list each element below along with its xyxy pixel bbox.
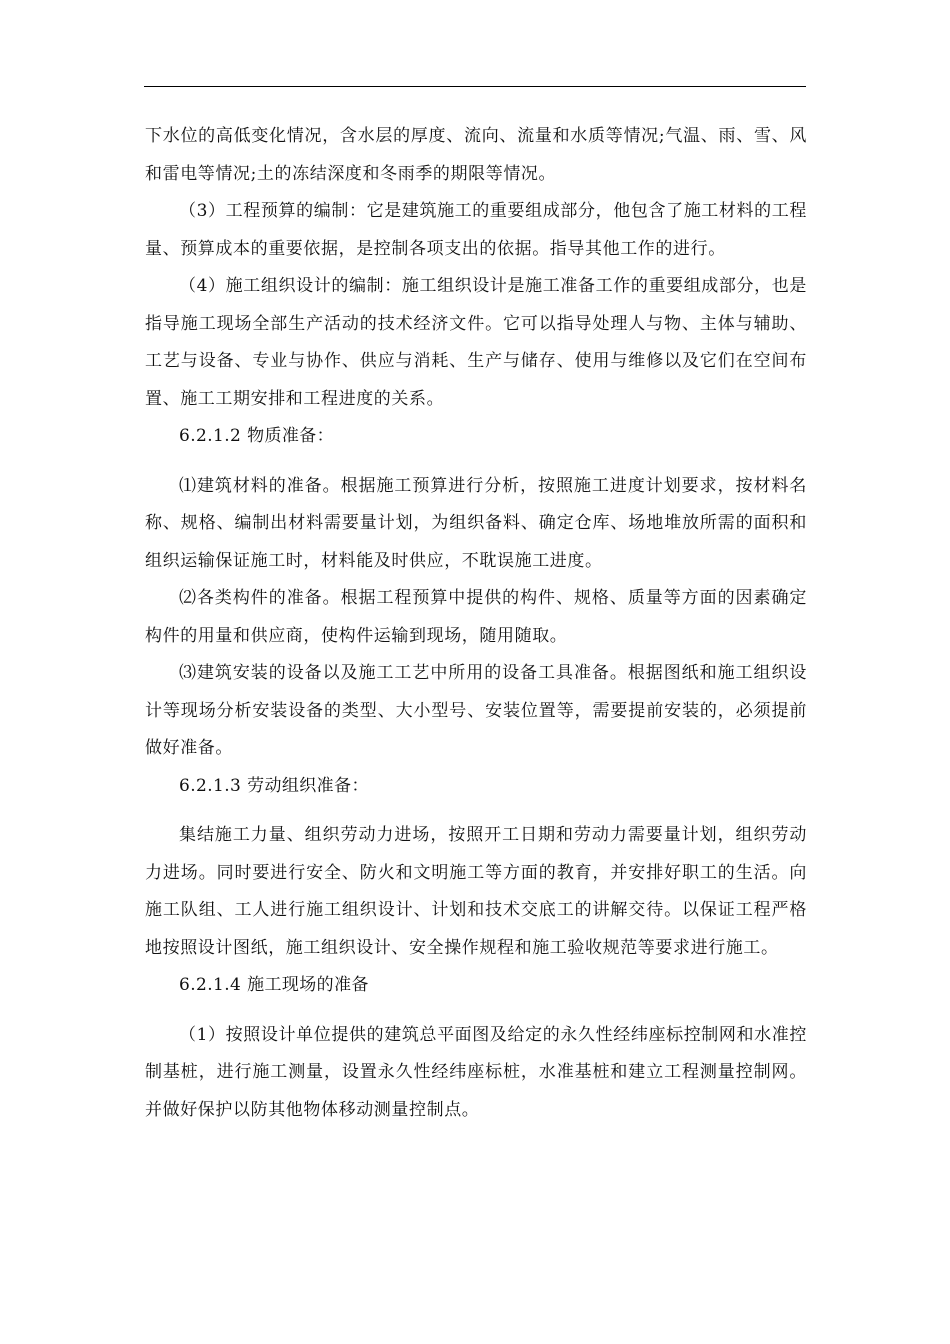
header-rule	[144, 86, 806, 87]
paragraph-equipment: ⑶建筑安装的设备以及施工工艺中所用的设备工具准备。根据图纸和施工组织设计等现场分析安装设备的类型、大小型号、安装位置等，需要提前安装的，必须提前做好准备。	[145, 663, 807, 758]
document-body	[145, 118, 807, 1129]
section-heading-material: 6.2.1.2 物质准备：	[179, 426, 335, 446]
paragraph-labor: 集结施工力量、组织劳动力进场，按照开工日期和劳动力需要量计划，组织劳动力进场。同时要进行安全、防火和文明施工等方面的教育，并安排好职工的生活。向施工队组、工人进行施工组织设计、计划和技术交底工的讲解交待。以保证工程严格地按照设计图纸，施工组织设计、安全操作规程和施工验收规范等要求进行施工。	[145, 825, 807, 958]
paragraph-components: ⑵各类构件的准备。根据工程预算中提供的构件、规格、质量等方面的因素确定构件的用量和供应商，使构件运输到现场，随用随取。	[145, 588, 807, 646]
section-heading-site: 6.2.1.4 施工现场的准备	[179, 975, 369, 995]
paragraph-budget: （3）工程预算的编制：它是建筑施工的重要组成部分，他包含了施工材料的工程量、预算成本的重要依据，是控制各项支出的依据。指导其他工作的进行。	[145, 201, 807, 259]
paragraph-site-survey: （1）按照设计单位提供的建筑总平面图及给定的永久性经纬座标控制网和水准控制基桩，进行施工测量，设置永久性经纬座标桩，水准基桩和建立工程测量控制网。并做好保护以防其他物体移动测量控制点。	[145, 1024, 807, 1120]
paragraph-building-materials: ⑴建筑材料的准备。根据施工预算进行分析，按照施工进度计划要求，按材料名称、规格、编制出材料需要量计划，为组织备料、确定仓库、场地堆放所需的面积和组织运输保证施工时，材料能及时供应，不耽误施工进度。	[145, 475, 807, 571]
section-heading-labor: 6.2.1.3 劳动组织准备：	[179, 775, 369, 796]
paragraph-organization-design: （4）施工组织设计的编制：施工组织设计是施工准备工作的重要组成部分，也是指导施工现场全部生产活动的技术经济文件。它可以指导处理人与物、主体与辅助、工艺与设备、专业与协作、供应与消耗、生产与储存、使用与维修以及它们在空间布置、施工工期安排和工程进度的关系。	[145, 276, 807, 409]
paragraph-continuation: 下水位的高低变化情况，含水层的厚度、流向、流量和水质等情况;气温、雨、雪、风和雷电等情况;土的冻结深度和冬雨季的期限等情况。	[145, 126, 807, 184]
